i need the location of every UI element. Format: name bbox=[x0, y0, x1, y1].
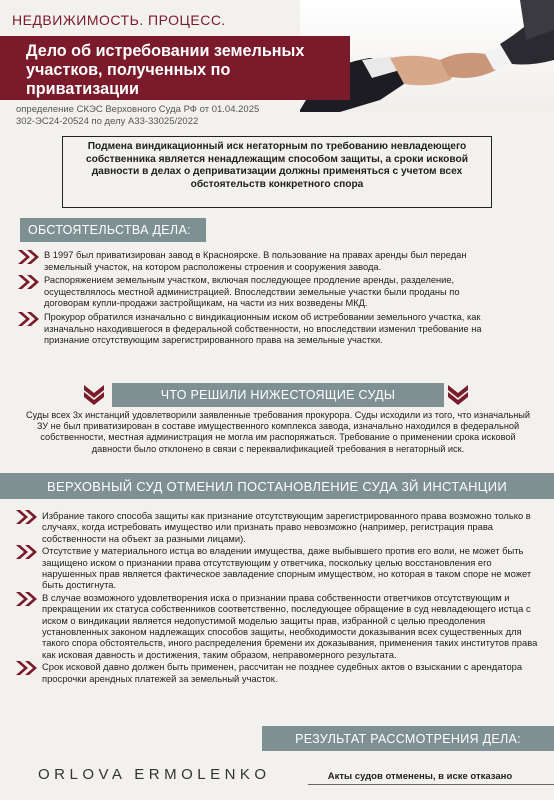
list-item-text: В 1997 был приватизирован завод в Красноярске. В пользование на правах аренды был передан земельный участок, на котором расположены строения и сооружения завода. bbox=[44, 250, 467, 272]
double-arrow-icon bbox=[16, 545, 38, 559]
section-label-supreme-court: ВЕРХОВНЫЙ СУД ОТМЕНИЛ ПОСТАНОВЛЕНИЕ СУДА 3Й ИНСТАНЦИИ bbox=[0, 473, 554, 499]
page-title: Дело об истребовании земельных участков, полученных по приватизации bbox=[26, 42, 305, 98]
chevron-down-icon bbox=[448, 385, 468, 405]
list-item-text: Срок исковой давно должен быть применен, рассчитан не позднее судебных актов о взыскании с арендатора просрочки арендных платежей за земельный участок. bbox=[42, 661, 523, 684]
section-label-result: РЕЗУЛЬТАТ РАССМОТРЕНИЯ ДЕЛА: bbox=[262, 726, 554, 751]
case-ref-line-1: определение СКЭС Верховного Суда РФ от 01.04.2025 bbox=[16, 104, 260, 115]
double-arrow-icon bbox=[16, 661, 38, 675]
list-item-text: В случае возможного удовлетворения иска о признании права собственности ответчиков отсутствующим и прекращении их статуса собственников соответственно, последующее обращение в суд невладеющего истца с иском о виндикации является недопустимой моделью защиты прав, избранной с целью преодоления установленных законом надлежащих способов защиты, необходимости доказывания всех существенных для такого спора обстоятельств, иного распределения бремени их доказывания, применения таких институтов права как исковая давность и достижения, таким образом, неправомерного результата. bbox=[42, 591, 538, 660]
list-item-text: Отсутствие у материального истца во владении имущества, даже выбывшего против его воли, не может быть защищено иском о признании права отсутствующим у ответчика, поскольку целью восстановления его нарушенных прав является фактическое завладение спорным имуществом, но которая в таком споре не может быть достигнута. bbox=[42, 545, 532, 591]
list-item bbox=[12, 661, 542, 684]
list-item bbox=[14, 275, 498, 310]
thesis-box: Подмена виндикационный иск негаторным по требованию невладеющего собственника является ненадлежащим способом защиты, а сроки исковой давности в делах о деприватизации должны применяться с учетом всех обстоятельств конкретного спора bbox=[62, 136, 492, 208]
section-label-circumstances: ОБСТОЯТЕЛЬСТВА ДЕЛА: bbox=[20, 218, 206, 242]
company-logo: ORLOVA ERMOLENKO bbox=[38, 766, 271, 783]
list-item bbox=[14, 250, 498, 273]
circumstances-list bbox=[14, 250, 498, 349]
lower-courts-text: Суды всех 3х инстанций удовлетворили заявленные требования прокурора. Суды исходили из того, что изначальный ЗУ не был приватизирован в составе имущественного комплекса завода, изначально находился в федеральной собственности, местная администрация не могла им распоряжаться. Требование о применении срока исковой давности было отклонено в связи с переквалификацией требования в негаторный иск. bbox=[25, 410, 531, 454]
supreme-court-list bbox=[12, 510, 542, 685]
list-item bbox=[14, 312, 498, 347]
list-item-text: Распоряжением земельным участком, включая последующее продление аренды, разделение, осуществлялось местной администрацией. Впоследствии земельные участки были проданы по договорам купли-продажи застройщикам, на части из них возведены МКД. bbox=[44, 275, 460, 309]
double-arrow-icon bbox=[18, 250, 40, 264]
list-item bbox=[12, 545, 542, 591]
list-item bbox=[12, 592, 542, 660]
double-arrow-icon bbox=[16, 592, 38, 606]
result-text: Акты судов отменены, в иске отказано bbox=[327, 771, 513, 782]
double-arrow-icon bbox=[16, 510, 38, 524]
double-arrow-icon bbox=[18, 312, 40, 326]
case-reference bbox=[16, 104, 316, 128]
title-banner bbox=[0, 36, 350, 100]
brand-heading: НЕДВИЖИМОСТЬ. ПРОЦЕСС. bbox=[12, 12, 226, 28]
list-item-text: Прокурор обратился изначально с виндикационным иском об истребовании земельного участка, как изначально находившегося в федеральной собственности, но впоследствии изменил требование на признание отсутствующим зарегистрированного права на земельные участки. bbox=[44, 311, 482, 346]
double-arrow-icon bbox=[18, 275, 40, 289]
case-ref-line-2: 302-ЭС24-20524 по делу А33-33025/2022 bbox=[16, 116, 199, 127]
chevron-down-icon bbox=[84, 385, 104, 405]
list-item-text: Избрание такого способа защиты как признание отсутствующим зарегистрированного права возможно только в случаях, когда истребовать имущество или признать право невозможно (например, регистрация права собственности на объект за разными лицами). bbox=[42, 510, 531, 544]
section-label-lower-courts: ЧТО РЕШИЛИ НИЖЕСТОЯЩИЕ СУДЫ bbox=[112, 383, 444, 407]
divider bbox=[308, 784, 554, 785]
list-item bbox=[12, 510, 542, 544]
